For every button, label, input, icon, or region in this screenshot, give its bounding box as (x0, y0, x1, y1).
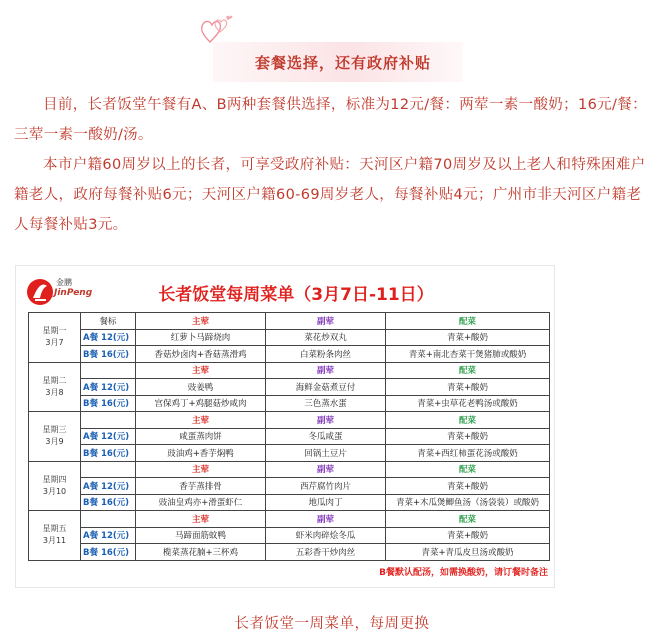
menu-day-header-row (29, 412, 550, 429)
meal-label: A餐 12(元) (81, 379, 136, 396)
side-dish: 白菜粉条肉丝 (266, 346, 386, 363)
weekday-label: 星期一 (42, 326, 67, 336)
main-dish: 豉油鸡+香芋焖鸭 (136, 445, 266, 462)
meal-label: B餐 16(元) (81, 445, 136, 462)
meal-col-header (81, 412, 136, 429)
side-dish: 冬瓜咸蛋 (266, 428, 386, 445)
menu-meal-row (29, 478, 550, 495)
menu-title: 长者饭堂每周菜单（3月7日-11日） (158, 285, 434, 305)
menu-meal-row (29, 395, 550, 412)
main-dish: 红萝卜马蹄烧肉 (136, 329, 266, 346)
menu-day-cell (29, 461, 81, 511)
main-dish: 宫保鸡丁+鸡腿菇炒咸肉 (136, 395, 266, 412)
extra-dish: 青菜+虫草花老鸭汤或酸奶 (386, 395, 550, 412)
side-dish: 三色蒸水蛋 (266, 395, 386, 412)
intro-paragraph-1: 目前，长者饭堂午餐有A、B两种套餐供选择，标准为12元/餐：两荤一素一酸奶；16元/餐：三荤一素一酸奶/汤。 (14, 97, 647, 143)
date-label: 3月10 (42, 486, 67, 496)
side-col-header: 副荤 (266, 461, 386, 478)
meal-col-header (81, 511, 136, 528)
extra-dish: 青菜+南北杏菜干煲猪肺或酸奶 (386, 346, 550, 363)
weekday-label: 星期三 (42, 425, 67, 435)
extra-col-header: 配菜 (386, 511, 550, 528)
meal-label: B餐 16(元) (81, 395, 136, 412)
side-dish: 回锅土豆片 (266, 445, 386, 462)
side-dish: 西芹腐竹肉片 (266, 478, 386, 495)
meal-label: B餐 16(元) (81, 544, 136, 561)
meal-label: A餐 12(元) (81, 428, 136, 445)
extra-col-header: 配菜 (386, 461, 550, 478)
header-bar (213, 42, 463, 82)
extra-dish: 青菜+木瓜煲鲫鱼汤（汤袋装）或酸奶 (386, 494, 550, 511)
menu-note: B餐默认配汤，如需换酸奶，请订餐时备注 (379, 568, 548, 578)
main-dish: 香芋蒸排骨 (136, 478, 266, 495)
date-label: 3月11 (42, 536, 67, 546)
side-dish: 海鲜金菇煮豆付 (266, 379, 386, 396)
menu-table (28, 312, 550, 561)
extra-col-header: 配菜 (386, 313, 550, 330)
weekday-label: 星期二 (42, 375, 67, 385)
menu-day-header-row (29, 511, 550, 528)
menu-day-cell (29, 412, 81, 462)
main-col-header: 主荤 (136, 362, 266, 379)
main-col-header: 主荤 (136, 412, 266, 429)
side-dish: 五彩香干炒肉丝 (266, 544, 386, 561)
extra-col-header: 配菜 (386, 362, 550, 379)
meal-label: A餐 12(元) (81, 329, 136, 346)
menu-day-header-row (29, 461, 550, 478)
date-label: 3月7 (45, 338, 64, 348)
menu-meal-row (29, 428, 550, 445)
menu-meal-row (29, 445, 550, 462)
side-col-header: 副荤 (266, 313, 386, 330)
logo-chinese-text: 金鹏 (56, 278, 72, 287)
meal-col-header (81, 362, 136, 379)
extra-dish: 青菜+酸奶 (386, 527, 550, 544)
extra-col-header: 配菜 (386, 412, 550, 429)
main-dish: 榄菜蒸花腩+三杯鸡 (136, 544, 266, 561)
extra-dish: 青菜+酸奶 (386, 428, 550, 445)
main-dish: 豉姜鸭 (136, 379, 266, 396)
main-dish: 咸蛋蒸肉饼 (136, 428, 266, 445)
date-label: 3月8 (45, 387, 64, 397)
meal-label: B餐 16(元) (81, 346, 136, 363)
menu-day-cell (29, 511, 81, 561)
menu-day-cell (29, 362, 81, 412)
side-dish: 虾米肉碎烩冬瓜 (266, 527, 386, 544)
extra-dish: 青菜+酸奶 (386, 379, 550, 396)
side-dish: 菜花炒双丸 (266, 329, 386, 346)
menu-meal-row (29, 494, 550, 511)
menu-meal-row (29, 544, 550, 561)
meal-label: B餐 16(元) (81, 494, 136, 511)
side-dish: 地瓜肉丁 (266, 494, 386, 511)
side-col-header: 副荤 (266, 362, 386, 379)
menu-day-header-row (29, 313, 550, 330)
weekly-menu-image (15, 265, 555, 588)
main-col-header: 主荤 (136, 313, 266, 330)
extra-dish: 青菜+酸奶 (386, 478, 550, 495)
meal-label: A餐 12(元) (81, 478, 136, 495)
weekday-label: 星期五 (42, 524, 67, 534)
main-dish: 豉油皇鸡亦+滑蛋虾仁 (136, 494, 266, 511)
section-header (195, 12, 465, 74)
meal-col-header (81, 461, 136, 478)
extra-dish: 青菜+青瓜皮旦汤或酸奶 (386, 544, 550, 561)
date-label: 3月9 (45, 437, 64, 447)
menu-day-header-row (29, 362, 550, 379)
extra-dish: 青菜+西红柿蛋花汤或酸奶 (386, 445, 550, 462)
logo-english-text: JinPeng (54, 288, 93, 298)
weekday-label: 星期四 (42, 474, 67, 484)
section-title: 套餐选择，还有政府补贴 (254, 53, 431, 72)
meal-col-header: 餐标 (81, 313, 136, 330)
menu-day-cell (29, 313, 81, 363)
menu-meal-row (29, 346, 550, 363)
main-dish: 马蹄面筋蚊鸭 (136, 527, 266, 544)
menu-meal-row (29, 329, 550, 346)
menu-meal-row (29, 379, 550, 396)
image-caption: 长者饭堂一周菜单，每周更换 (234, 616, 430, 632)
main-col-header: 主荤 (136, 461, 266, 478)
menu-meal-row (29, 527, 550, 544)
main-dish: 香菇炒卤肉+香菇蒸滑鸡 (136, 346, 266, 363)
extra-dish: 青菜+酸奶 (386, 329, 550, 346)
meal-label: A餐 12(元) (81, 527, 136, 544)
main-col-header: 主荤 (136, 511, 266, 528)
side-col-header: 副荤 (266, 412, 386, 429)
side-col-header: 副荤 (266, 511, 386, 528)
intro-paragraph-2: 本市户籍60周岁以上的长者，可享受政府补贴：天河区户籍70周岁及以上老人和特殊困难户籍老人，政府每餐补贴6元；天河区户籍60-69周岁老人，每餐补贴4元；广州市非天河区户籍老人每餐补贴3元。 (14, 157, 646, 233)
